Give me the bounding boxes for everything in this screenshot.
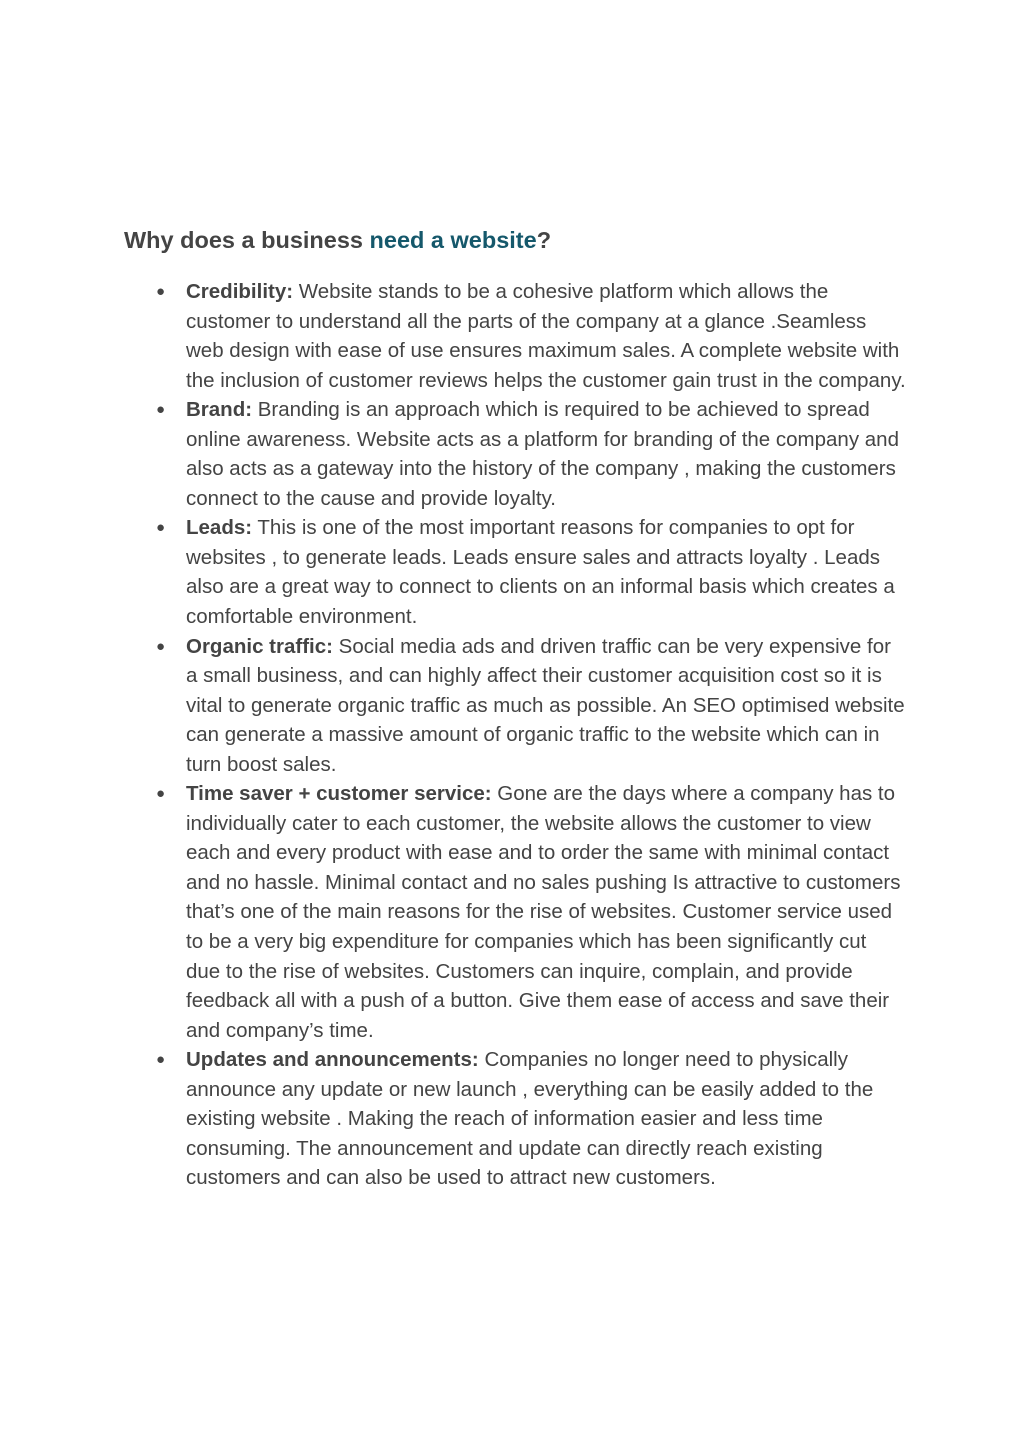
item-text: Companies no longer need to physically announce any update or new launch , everything can be easily added to the existing website . Making the reach of information easier and less time consuming. The announcement and update can directly reach existing customers and can also be used to attract new customers. [186, 1048, 874, 1190]
list-item [156, 632, 906, 780]
item-text: Social media ads and driven traffic can be very expensive for a small business, and can highly affect their customer acquisition cost so it is vital to generate organic traffic as much as possible. An SEO optimised website can generate a massive amount of organic traffic to the website which can in turn boost sales. [186, 634, 905, 776]
item-title: Brand: [186, 398, 253, 422]
item-text: Branding is an approach which is required to be achieved to spread online awareness. Website acts as a platform for branding of the company and also acts as a gateway into the history of the company , making the customers connect to the cause and provide loyalty. [186, 398, 899, 510]
reasons-list [156, 277, 906, 1193]
bullet-icon: ● [156, 637, 166, 655]
item-title: Time saver + customer service: [186, 782, 492, 806]
list-item [156, 395, 906, 513]
page-heading [124, 224, 551, 256]
bullet-icon: ● [156, 785, 166, 803]
item-title: Leads: [186, 516, 253, 540]
item-title: Organic traffic: [186, 634, 333, 658]
item-title: Credibility: [186, 280, 294, 303]
item-text: Gone are the days where a company has to individually cater to each customer, the website allows the customer to view each and every product with ease and to order the same with minimal contact and no hassle. Minimal contact and no sales pushing Is attractive to customers that’s one of the main reasons for the rise of websites. Customer service used to be a very big expenditure for companies which has been significantly cut due to the rise of websites. Customers can inquire, complain, and provide feedback all with a push of a button. Give them ease of access and save their and company’s time. [186, 782, 901, 1042]
list-item [156, 779, 906, 1045]
list-item [156, 277, 906, 395]
heading-suffix: ? [536, 227, 552, 253]
item-text: Website stands to be a cohesive platform which allows the customer to understand all the parts of the company at a glance .Seamless web design with ease of use ensures maximum sales. A complete website with the inclusion of customer reviews helps the customer gain trust in the company. [186, 280, 906, 392]
list-item [156, 1045, 906, 1193]
list-item [156, 513, 906, 631]
item-title: Updates and announcements: [186, 1048, 479, 1072]
bullet-icon: ● [156, 519, 166, 537]
heading-highlight: need a website [369, 227, 537, 253]
bullet-icon: ● [156, 1051, 166, 1069]
bullet-icon: ● [156, 283, 166, 300]
heading-prefix: Why does a business [124, 227, 370, 253]
bullet-icon: ● [156, 401, 166, 419]
item-text: This is one of the most important reasons for companies to opt for websites , to generate leads. Leads ensure sales and attracts loyalty . Leads also are a great way to connect to clients on an informal basis which creates a comfortable environment. [186, 516, 895, 629]
